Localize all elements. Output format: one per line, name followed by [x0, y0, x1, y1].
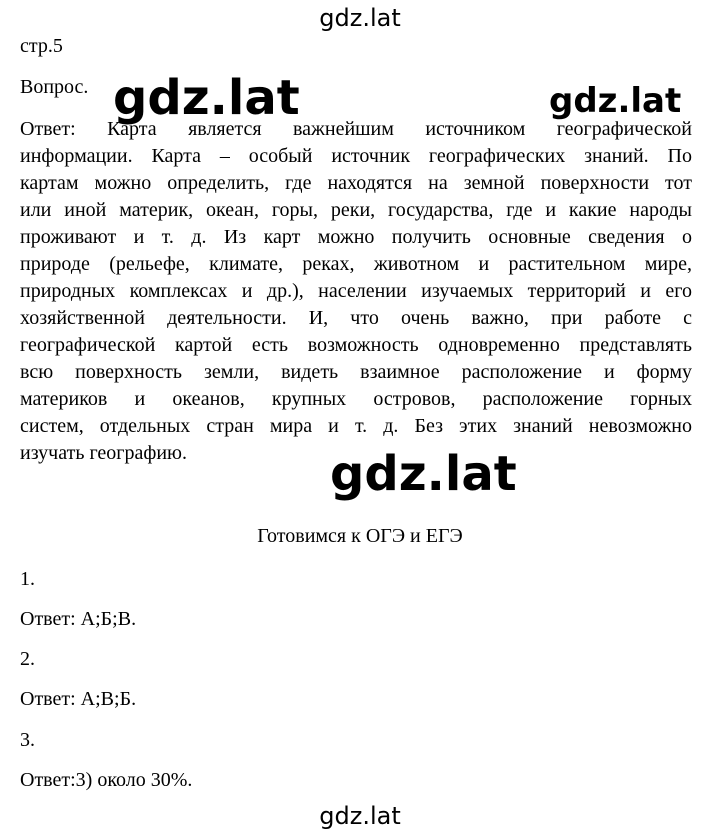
watermark-large-right: gdz.lat: [549, 81, 682, 121]
answer-line-13: изучать географию.: [20, 442, 187, 464]
answer-line-12: систем, отдельных стран мира и т. д. Без этих знаний невозможно: [20, 415, 692, 437]
answer-line-10: всю поверхность земли, видеть взаимное расположение и форму: [20, 361, 692, 383]
item-number-3: 3.: [20, 729, 35, 751]
answer-line-9: географической картой есть возможность одновременно представлять: [20, 334, 692, 356]
answer-line-8: хозяйственной деятельности. И, что очень важно, при работе с: [20, 307, 692, 329]
page-label: стр.5: [20, 35, 63, 57]
answer-line-6: природе (рельефе, климате, реках, животном и растительном мире,: [20, 253, 692, 275]
item-number-1: 1.: [20, 568, 35, 590]
watermark-top: gdz.lat: [319, 4, 401, 32]
item-answer-1: Ответ: А;Б;В.: [20, 608, 137, 630]
answer-line-4: или иной материк, океан, горы, реки, государства, где и какие народы: [20, 199, 692, 221]
watermark-large-center: gdz.lat: [330, 446, 517, 502]
watermark-bottom: gdz.lat: [319, 802, 401, 830]
watermark-large-left: gdz.lat: [113, 70, 300, 126]
answer-line-7: природных комплексах и др.), населении изучаемых территорий и его: [20, 280, 692, 302]
answer-line-5: проживают и т. д. Из карт можно получить основные сведения о: [20, 226, 692, 248]
item-number-2: 2.: [20, 648, 35, 670]
answer-line-3: картам можно определить, где находятся на земной поверхности тот: [20, 172, 692, 194]
answer-line-2: информации. Карта – особый источник географических знаний. По: [20, 145, 692, 167]
answer-line-1: Ответ: Карта является важнейшим источником географической: [20, 118, 692, 140]
item-answer-2: Ответ: А;В;Б.: [20, 688, 137, 710]
question-label: Вопрос.: [20, 76, 89, 98]
answer-line-11: материков и океанов, крупных островов, расположение горных: [20, 388, 692, 410]
item-answer-3: Ответ:3) около 30%.: [20, 769, 193, 791]
section-title: Готовимся к ОГЭ и ЕГЭ: [257, 525, 463, 547]
